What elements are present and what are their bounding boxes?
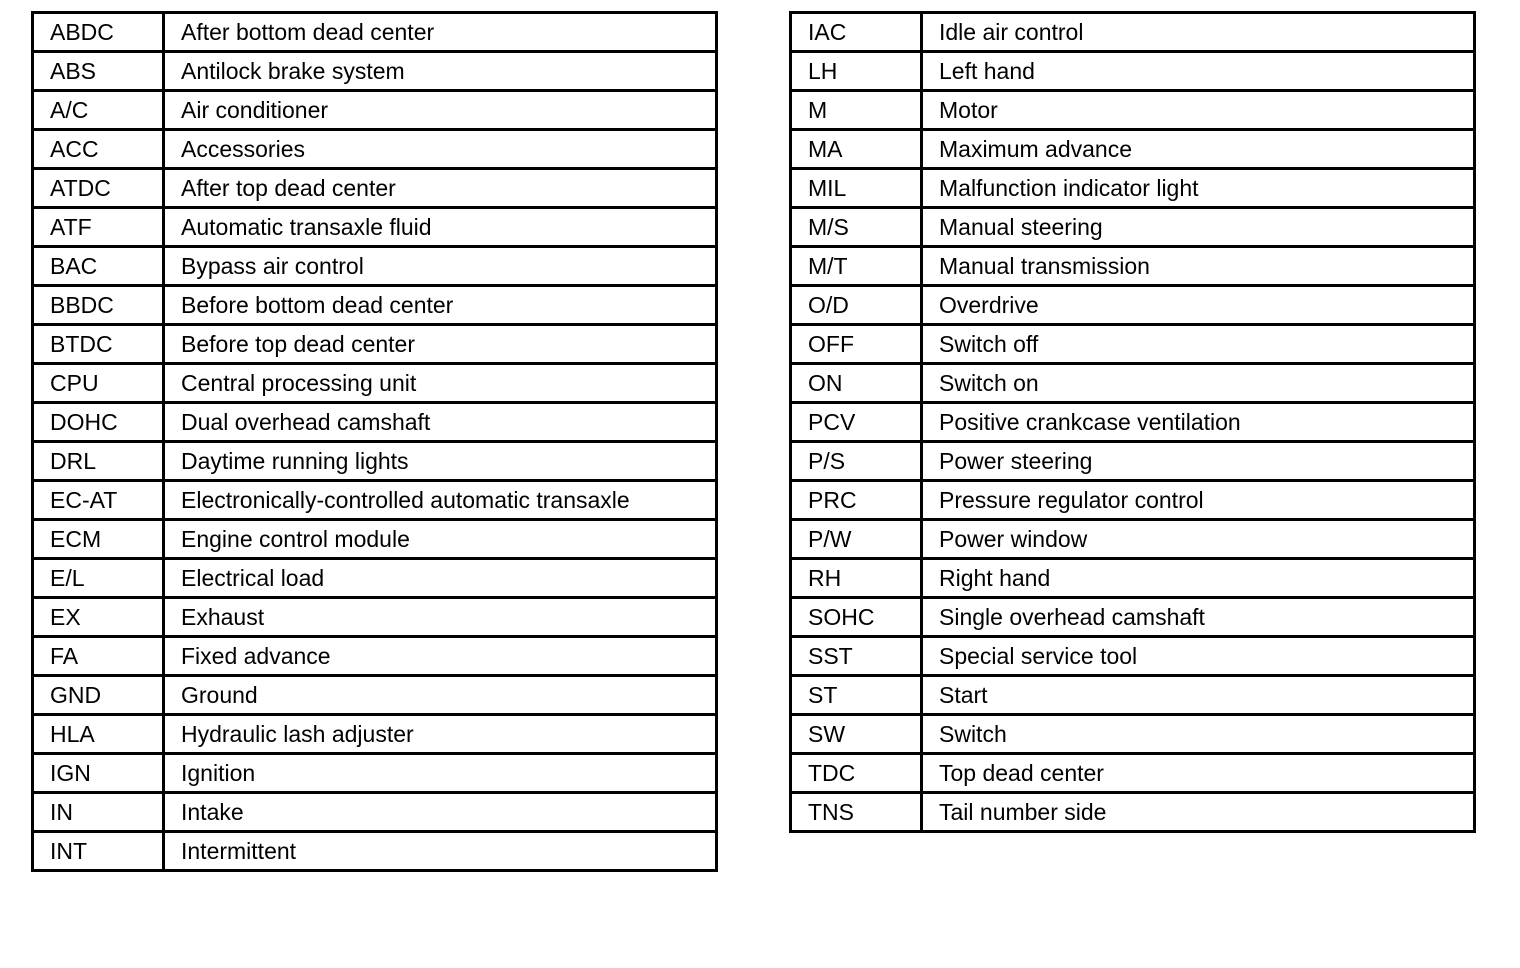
meaning-cell: Single overhead camshaft [922,598,1475,637]
meaning-cell: Intermittent [164,832,717,871]
meaning-cell: Start [922,676,1475,715]
abbreviation-cell: ST [791,676,922,715]
meaning-cell: Switch on [922,364,1475,403]
table-row [791,91,1475,130]
abbreviation-cell: ATF [33,208,164,247]
table-row [791,520,1475,559]
abbreviation-cell: ABS [33,52,164,91]
meaning-cell: Engine control module [164,520,717,559]
abbreviation-cell: ACC [33,130,164,169]
table-row [791,598,1475,637]
meaning-cell: Automatic transaxle fluid [164,208,717,247]
abbreviation-cell: MA [791,130,922,169]
abbreviation-cell: P/W [791,520,922,559]
table-row [791,754,1475,793]
meaning-cell: Electrical load [164,559,717,598]
table-row [791,247,1475,286]
abbreviation-cell: BAC [33,247,164,286]
table-row [791,559,1475,598]
table-row [33,832,717,871]
table-row [791,637,1475,676]
abbreviation-cell: PCV [791,403,922,442]
meaning-cell: Power window [922,520,1475,559]
meaning-cell: Electronically-controlled automatic transaxle [164,481,717,520]
meaning-cell: Pressure regulator control [922,481,1475,520]
table-row [791,286,1475,325]
table-row [791,364,1475,403]
table-row [33,286,717,325]
abbreviation-table-left [31,11,718,872]
abbreviation-cell: MIL [791,169,922,208]
meaning-cell: Motor [922,91,1475,130]
abbreviation-cell: O/D [791,286,922,325]
abbreviation-cell: ON [791,364,922,403]
abbreviation-cell: SW [791,715,922,754]
abbreviation-cell: ABDC [33,13,164,52]
table-row [33,598,717,637]
table-row [33,676,717,715]
abbreviation-table-body [33,13,717,871]
table-row [33,403,717,442]
abbreviation-cell: ATDC [33,169,164,208]
abbreviation-cell: HLA [33,715,164,754]
table-row [33,520,717,559]
table-row [33,247,717,286]
table-row [33,130,717,169]
meaning-cell: Overdrive [922,286,1475,325]
meaning-cell: Idle air control [922,13,1475,52]
abbreviation-cell: IGN [33,754,164,793]
table-row [791,325,1475,364]
table-row [791,676,1475,715]
meaning-cell: Exhaust [164,598,717,637]
meaning-cell: Fixed advance [164,637,717,676]
meaning-cell: Intake [164,793,717,832]
abbreviation-cell: IAC [791,13,922,52]
meaning-cell: Power steering [922,442,1475,481]
table-row [791,442,1475,481]
meaning-cell: Manual steering [922,208,1475,247]
meaning-cell: Positive crankcase ventilation [922,403,1475,442]
abbreviation-cell: EX [33,598,164,637]
meaning-cell: Before top dead center [164,325,717,364]
table-row [791,169,1475,208]
abbreviation-cell: P/S [791,442,922,481]
abbreviation-cell: A/C [33,91,164,130]
abbreviation-cell: ECM [33,520,164,559]
meaning-cell: After top dead center [164,169,717,208]
table-row [791,403,1475,442]
abbreviation-cell: RH [791,559,922,598]
meaning-cell: Malfunction indicator light [922,169,1475,208]
table-row [33,793,717,832]
meaning-cell: Left hand [922,52,1475,91]
abbreviation-cell: OFF [791,325,922,364]
abbreviation-cell: BBDC [33,286,164,325]
abbreviation-cell: SOHC [791,598,922,637]
abbreviation-cell: FA [33,637,164,676]
table-row [33,754,717,793]
meaning-cell: Bypass air control [164,247,717,286]
meaning-cell: Switch [922,715,1475,754]
meaning-cell: Accessories [164,130,717,169]
abbreviation-cell: INT [33,832,164,871]
abbreviation-cell: EC-AT [33,481,164,520]
abbreviation-cell: BTDC [33,325,164,364]
table-row [791,130,1475,169]
abbreviation-cell: TDC [791,754,922,793]
abbreviation-cell: SST [791,637,922,676]
meaning-cell: Daytime running lights [164,442,717,481]
abbreviation-table-right [789,11,1476,833]
abbreviation-cell: LH [791,52,922,91]
table-row [33,715,717,754]
meaning-cell: Maximum advance [922,130,1475,169]
table-row [33,481,717,520]
meaning-cell: Ground [164,676,717,715]
abbreviation-cell: GND [33,676,164,715]
table-row [791,208,1475,247]
meaning-cell: Right hand [922,559,1475,598]
abbreviation-cell: TNS [791,793,922,832]
table-row [791,793,1475,832]
abbreviation-cell: M/T [791,247,922,286]
meaning-cell: Air conditioner [164,91,717,130]
meaning-cell: After bottom dead center [164,13,717,52]
table-row [791,481,1475,520]
meaning-cell: Central processing unit [164,364,717,403]
table-row [33,637,717,676]
table-row [33,325,717,364]
meaning-cell: Dual overhead camshaft [164,403,717,442]
table-row [33,169,717,208]
table-row [33,364,717,403]
meaning-cell: Manual transmission [922,247,1475,286]
abbreviation-cell: M [791,91,922,130]
abbreviation-cell: PRC [791,481,922,520]
table-row [791,52,1475,91]
meaning-cell: Top dead center [922,754,1475,793]
meaning-cell: Special service tool [922,637,1475,676]
abbreviation-cell: DOHC [33,403,164,442]
table-row [33,559,717,598]
meaning-cell: Tail number side [922,793,1475,832]
table-row [33,52,717,91]
abbreviation-cell: IN [33,793,164,832]
table-row [33,13,717,52]
meaning-cell: Ignition [164,754,717,793]
abbreviation-table-body [791,13,1475,832]
abbreviation-cell: CPU [33,364,164,403]
table-row [791,715,1475,754]
meaning-cell: Hydraulic lash adjuster [164,715,717,754]
meaning-cell: Switch off [922,325,1475,364]
abbreviation-cell: M/S [791,208,922,247]
abbreviation-cell: DRL [33,442,164,481]
abbreviation-cell: E/L [33,559,164,598]
table-row [33,208,717,247]
meaning-cell: Before bottom dead center [164,286,717,325]
meaning-cell: Antilock brake system [164,52,717,91]
table-row [33,91,717,130]
table-row [791,13,1475,52]
table-row [33,442,717,481]
